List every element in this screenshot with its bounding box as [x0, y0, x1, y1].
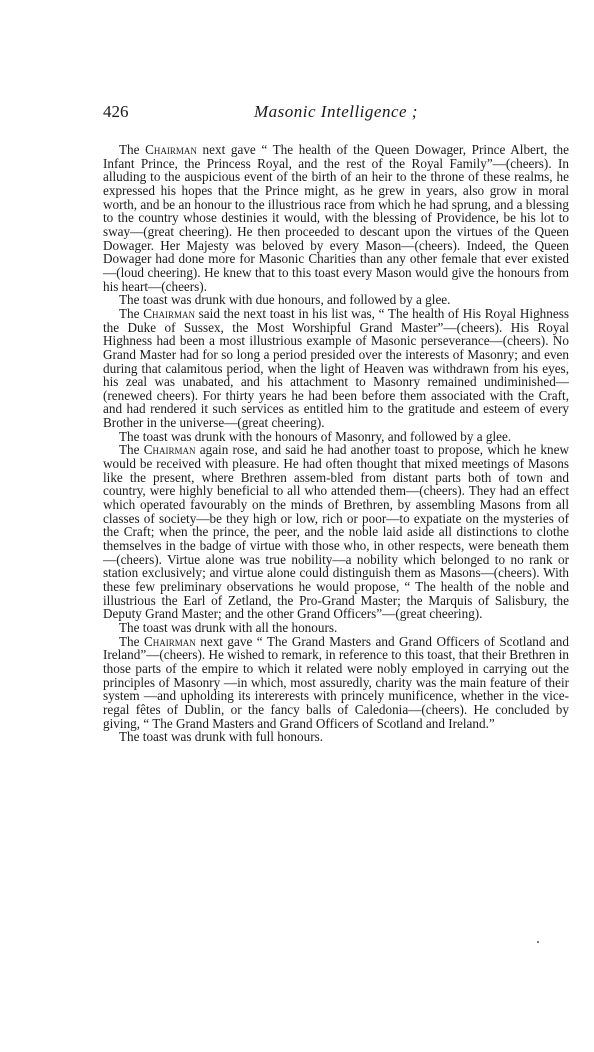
paragraph: The toast was drunk with due honours, and followed by a glee.	[119, 292, 451, 308]
speaker-name: Chairman	[143, 442, 196, 458]
page-header	[103, 102, 569, 126]
paragraph: The toast was drunk with full honours.	[119, 729, 324, 745]
paragraph: The Chairman said the next toast in his list was, “ The health of His Royal Highness the Duke of Sussex, the Most Worshipful Grand Master”—(cheers). His Royal Highness had been a most illustrious example of Masonic perseverance—(cheers). No Grand Master had for so long a period presided over the interests of Masonry; and even during that calamitous period, when the light of Heaven was withdrawn from his eyes, his zeal was unabated, and his attachment to Masonry remained undiminished—(renewed cheers). For thirty years he had been before them associated with the Craft, and had rendered it such services as entitled him to the gratitude and esteem of every Brother in the universe—(great cheering).	[103, 305, 569, 431]
paragraph: The toast was drunk with the honours of Masonry, and followed by a glee.	[119, 428, 512, 444]
article-body	[103, 143, 569, 744]
paragraph: The Chairman next gave “ The health of the Queen Dowager, Prince Albert, the Infant Prince, the Princess Royal, and the rest of the Royal Family”—(cheers). In alluding to the auspicious event of the birth of an heir to the throne of these realms, he expressed his hopes that the Prince might, as he grew in years, also grow in moral worth, and be an honour to the illustrious race from which he had sprung, and a blessing to the country whose destinies it would, with the blessing of Providence, be his lot to sway—(great cheering). He then proceeded to descant upon the virtues of the Queen Dowager. Her Majesty was beloved by every Mason—(cheers). Indeed, the Queen Dowager had done more for Masonic Charities than any other female that ever existed —(loud cheering). He knew that to this toast every Mason would give the honours from his heart—(cheers).	[103, 142, 569, 294]
speaker-name: Chairman	[143, 633, 196, 649]
speaker-name: Chairman	[143, 305, 195, 321]
paragraph: The Chairman next gave “ The Grand Masters and Grand Officers of Scotland and Ireland”—(cheers). He wished to remark, in reference to this toast, that their Brethren in those parts of the empire to which it related were nobly employed in carrying out the principles of Masonry —in which, most assuredly, charity was the main feature of their system —and upholding its intererests with princely munificence, whether in the vice-regal fêtes of Dublin, or the fancy balls of Caledonia—(cheers). He concluded by giving, “ The Grand Masters and Grand Officers of Scotland and Ireland.”	[103, 633, 569, 731]
running-title: Masonic Intelligence ;	[254, 102, 418, 121]
print-speck	[537, 941, 539, 943]
speaker-name: Chairman	[145, 142, 197, 157]
page-number: 426	[103, 102, 129, 121]
paragraph: The toast was drunk with all the honours.	[119, 619, 338, 635]
paragraph: The Chairman again rose, and said he had another toast to propose, which he knew would be received with pleasure. He had often thought that mixed meetings of Masons like the present, where Brethren assem-bled from distant parts both of town and country, were highly beneficial to all who attended them—(cheers). They had an effect which operated favourably on the minds of Brethren, by assembling Masons from all classes of society—be they high or low, rich or poor—to expatiate on the mysteries of the Craft; when the prince, the peer, and the noble laid aside all distinctions to clothe themselves in the badge of virtue with those who, in other respects, were beneath them—(cheers). Virtue alone was true nobility—a nobility which belonged to no rank or station exclusively; and virtue alone could distinguish them as Masons—(cheers). With these few preliminary observations he would propose, “ The health of the noble and illustrious the Earl of Zetland, the Pro-Grand Master; the Marquis of Salisbury, the Deputy Grand Master; and the other Grand Officers”—(great cheering).	[103, 442, 569, 622]
